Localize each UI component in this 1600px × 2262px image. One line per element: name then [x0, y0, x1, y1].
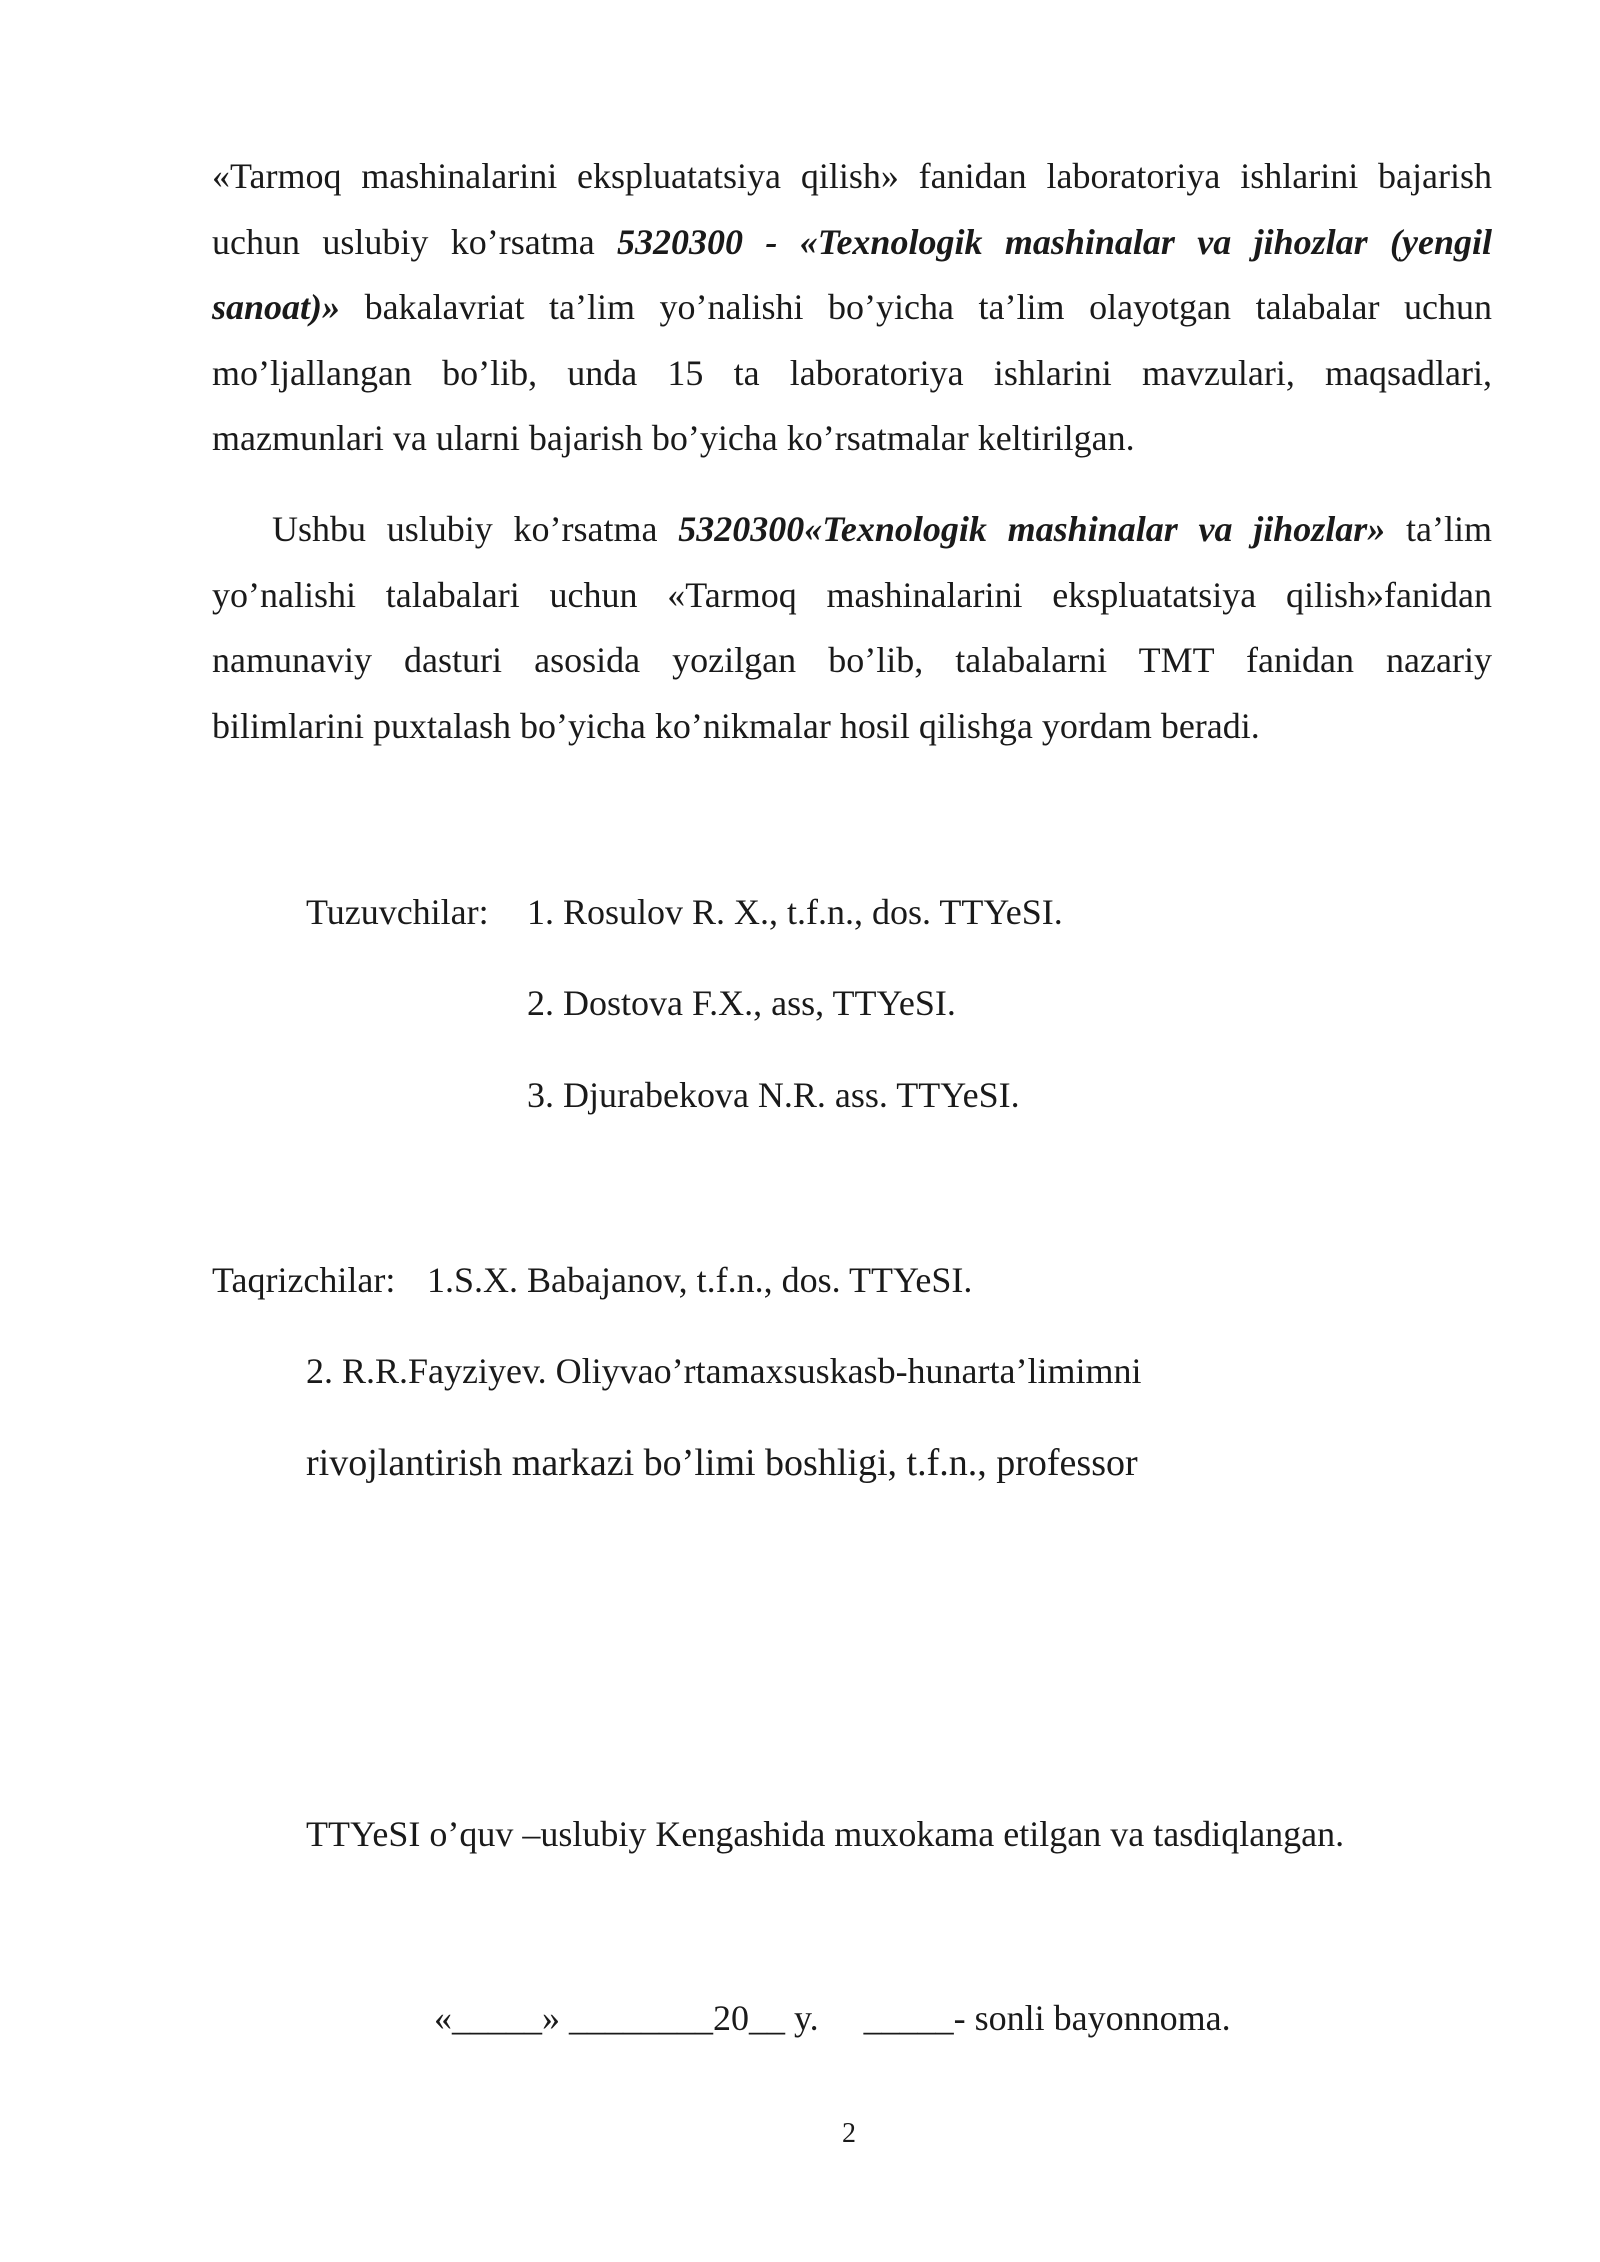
protocol-signature-line: «_____» ________20__ y. _____- sonli bayonnoma. [434, 1998, 1231, 2038]
text-span: Ushbu uslubiy ko’rsatma [272, 509, 679, 549]
program-title-bold: 5320300«Texnologik mashinalar va jihozlar» [678, 509, 1386, 549]
author-item: 1. Rosulov R. X., t.f.n., dos. TTYeSI. [527, 892, 1063, 932]
description-paragraph [212, 497, 1492, 759]
intro-paragraph [212, 144, 1492, 472]
program-title-bold: 5320300 - «Texnologik mashinalar va jihozlar (yengil [617, 221, 1492, 262]
text-line [212, 210, 1492, 276]
reviewers-label: Taqrizchilar: [212, 1260, 396, 1300]
reviewer-item: 2. R.R.Fayziyev. Oliyvao’rtamaxsuskasb-hunarta’limimni [306, 1351, 1142, 1391]
author-item: 3. Djurabekova N.R. ass. TTYeSI. [527, 1075, 1020, 1115]
text-line: bilimlarini puxtalash bo’yicha ko’nikmalar hosil qilishga yordam beradi. [212, 705, 1260, 746]
reviewer-item: 1.S.X. Babajanov, t.f.n., dos. TTYeSI. [427, 1260, 973, 1300]
text-line: «Tarmoq mashinalarini ekspluatatsiya qilish» fanidan laboratoriya ishlarini bajarish [212, 156, 1492, 196]
text-line: yo’nalishi talabalari uchun «Tarmoq mashinalarini ekspluatatsiya qilish»fanidan [212, 574, 1492, 615]
text-line: mo’ljallangan bo’lib, unda 15 ta laboratoriya ishlarini mavzulari, maqsadlari, [212, 352, 1492, 393]
text-span: uchun uslubiy ko’rsatma [212, 221, 618, 262]
program-title-bold: sanoat)» [212, 287, 341, 327]
approval-statement: TTYeSI o’quv –uslubiy Kengashida muxokama etilgan va tasdiqlangan. [306, 1814, 1345, 1854]
text-span: bakalavriat ta’lim yo’nalishi bo’yicha ta’lim olayotgan talabalar uchun [340, 287, 1492, 327]
page-number: 2 [842, 2118, 856, 2149]
text-line: namunaviy dasturi asosida yozilgan bo’lib, talabalarni TMT fanidan nazariy [212, 640, 1492, 680]
authors-label: Tuzuvchilar: [306, 892, 489, 932]
reviewer-item-continuation: rivojlantirish markazi bo’limi boshligi, t.f.n., professor [306, 1442, 1138, 1484]
text-line: mazmunlari va ularni bajarish bo’yicha ko’rsatmalar keltirilgan. [212, 418, 1135, 458]
text-line [212, 275, 1492, 341]
text-span: ta’lim [1385, 509, 1492, 549]
text-line [212, 497, 1492, 563]
author-item: 2. Dostova F.X., ass, TTYeSI. [527, 983, 956, 1023]
